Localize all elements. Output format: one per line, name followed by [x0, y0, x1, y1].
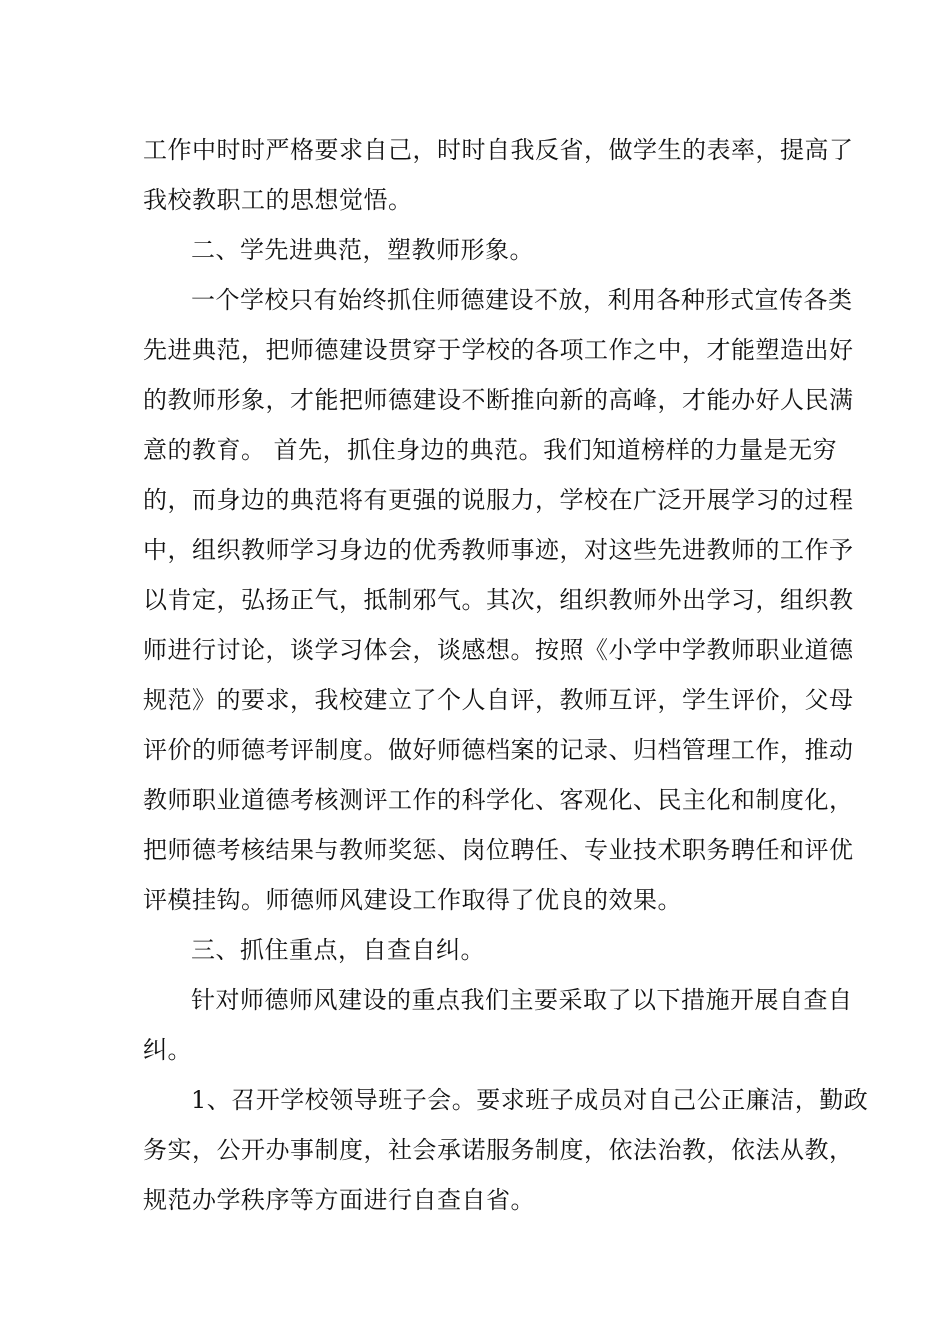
section-heading: 二、学先进典范，塑教师形象。 — [191, 236, 534, 264]
text-line: 以肯定，弘扬正气，抵制邪气。其次，组织教师外出学习，组织教 — [143, 586, 854, 614]
text-line: 中，组织教师学习身边的优秀教师事迹，对这些先进教师的工作予 — [143, 536, 854, 564]
text-line: 评模挂钩。师德师风建设工作取得了优良的效果。 — [143, 886, 682, 914]
text-line: 规范办学秩序等方面进行自查自省。 — [143, 1186, 535, 1214]
section-heading: 三、抓住重点，自查自纠。 — [191, 936, 485, 964]
text-line: 纠。 — [143, 1036, 192, 1064]
text-line: 一个学校只有始终抓住师德建设不放，利用各种形式宣传各类 — [191, 286, 853, 314]
text-line: 先进典范，把师德建设贯穿于学校的各项工作之中，才能塑造出好 — [143, 336, 854, 364]
text-line: 1、召开学校领导班子会。要求班子成员对自己公正廉洁，勤政 — [191, 1086, 869, 1114]
text-line: 规范》的要求，我校建立了个人自评，教师互评，学生评价，父母 — [143, 686, 854, 714]
text-line: 教师职业道德考核测评工作的科学化、客观化、民主化和制度化， — [143, 786, 854, 814]
text-line: 评价的师德考评制度。做好师德档案的记录、归档管理工作，推动 — [143, 736, 854, 764]
text-line: 师进行讨论，谈学习体会，谈感想。按照《小学中学教师职业道德 — [143, 636, 854, 664]
text-line: 务实，公开办事制度，社会承诺服务制度，依法治教，依法从教， — [143, 1136, 854, 1164]
text-line: 的，而身边的典范将有更强的说服力，学校在广泛开展学习的过程 — [143, 486, 854, 514]
text-line: 把师德考核结果与教师奖惩、岗位聘任、专业技术职务聘任和评优 — [143, 836, 854, 864]
text-line: 我校教职工的思想觉悟。 — [143, 186, 413, 214]
text-line: 针对师德师风建设的重点我们主要采取了以下措施开展自查自 — [191, 986, 853, 1014]
text-line: 意的教育。 首先，抓住身边的典范。我们知道榜样的力量是无穷 — [143, 436, 838, 464]
text-line: 工作中时时严格要求自己，时时自我反省，做学生的表率，提高了 — [143, 136, 854, 164]
text-line: 的教师形象，才能把师德建设不断推向新的高峰，才能办好人民满 — [143, 386, 854, 414]
